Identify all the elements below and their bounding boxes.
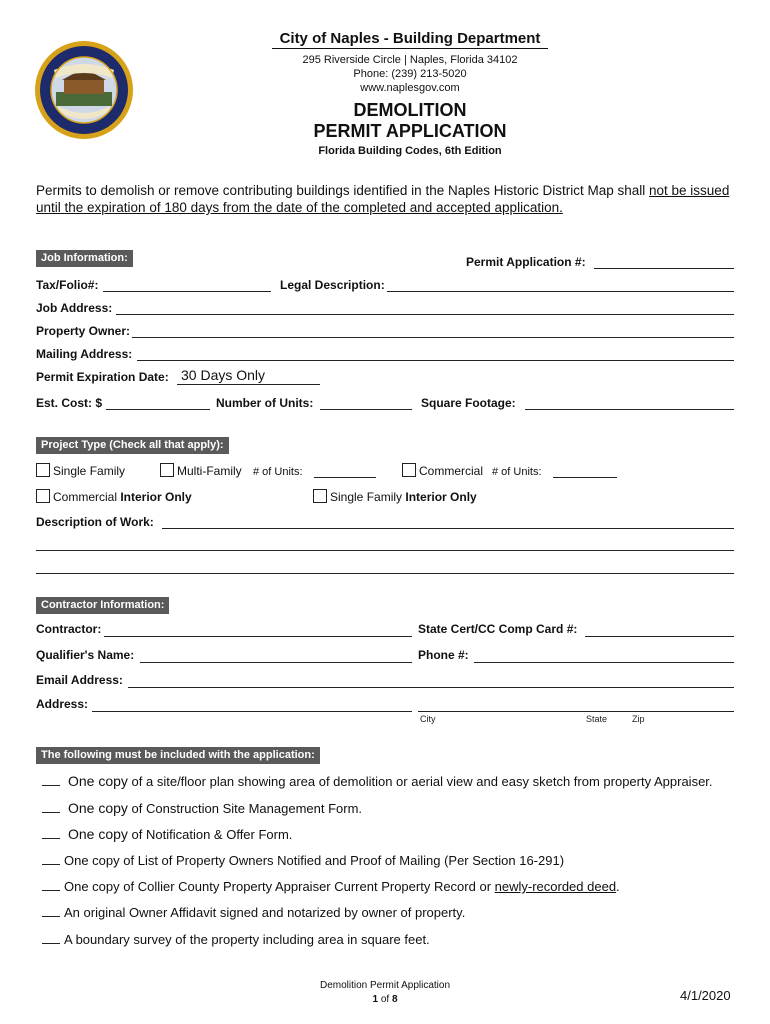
email-address-field[interactable] — [128, 687, 734, 688]
zip-caption: Zip — [632, 714, 645, 724]
contractor-label: Contractor: — [36, 622, 102, 636]
job-information-header: Job Information: — [36, 250, 133, 267]
city-caption: City — [420, 714, 436, 724]
legal-description-field[interactable] — [387, 291, 734, 292]
description-of-work-field[interactable] — [162, 528, 734, 529]
commercial-interior-prefix: Commercial — [53, 490, 121, 504]
single-family-interior-only: Interior Only — [405, 490, 477, 504]
job-address-field[interactable] — [116, 314, 734, 315]
mailing-address-label: Mailing Address: — [36, 347, 133, 361]
multi-family-units-field[interactable] — [314, 477, 376, 478]
contractor-field[interactable] — [104, 636, 412, 637]
expiration-date-value: 30 Days Only — [181, 367, 266, 383]
historic-notice — [36, 182, 736, 216]
commercial-interior-only: Interior Only — [120, 490, 192, 504]
description-line-3[interactable] — [36, 573, 734, 574]
single-family-label: Single Family — [53, 464, 126, 478]
code-edition: Florida Building Codes, 6th Edition — [318, 145, 502, 157]
tax-folio-label: Tax/Folio#: — [36, 278, 99, 292]
department-name: City of Naples - Building Department — [272, 30, 548, 49]
commercial-units-field[interactable] — [553, 477, 617, 478]
requirement-3-text: of Notification & Offer Form. — [127, 827, 293, 842]
requirement-5-checkline[interactable] — [42, 890, 60, 891]
requirement-6 — [42, 905, 465, 920]
commercial-label: Commercial — [419, 464, 484, 478]
commercial-interior-label — [53, 490, 192, 504]
footer-form-name: Demolition Permit Application — [319, 980, 451, 991]
department-phone: Phone: (239) 213-5020 — [353, 68, 467, 80]
permit-application-field[interactable] — [594, 268, 734, 269]
requirement-4 — [42, 853, 564, 868]
mailing-address-field[interactable] — [137, 360, 734, 361]
requirement-5-suffix: . — [616, 879, 620, 894]
phone-label: Phone #: — [418, 648, 469, 662]
requirement-3-checkline[interactable] — [42, 838, 60, 839]
project-type-header: Project Type (Check all that apply): — [36, 437, 229, 454]
est-cost-field[interactable] — [106, 409, 210, 410]
est-cost-label: Est. Cost: $ — [36, 396, 103, 410]
multi-family-units-label: # of Units: — [253, 466, 303, 478]
requirement-2-text: of Construction Site Management Form. — [127, 801, 363, 816]
requirement-5 — [42, 879, 620, 894]
requirement-1-text: of a site/floor plan showing area of demolition or aerial view and easy sketch from property Appraiser. — [127, 774, 713, 789]
legal-description-label: Legal Description: — [280, 278, 385, 292]
single-family-interior-checkbox[interactable] — [313, 489, 327, 503]
contractor-city-state-zip-field[interactable] — [418, 711, 734, 712]
requirement-7-text: A boundary survey of the property including area in square feet. — [64, 932, 430, 947]
property-owner-field[interactable] — [132, 337, 734, 338]
units-field[interactable] — [320, 409, 412, 410]
contractor-address-label: Address: — [36, 697, 89, 711]
requirement-1-prefix: One copy — [68, 773, 128, 789]
multi-family-checkbox[interactable] — [160, 463, 174, 477]
requirement-4-text: One copy of List of Property Owners Notified and Proof of Mailing (Per Section 16-291) — [64, 853, 565, 868]
property-owner-label: Property Owner: — [36, 324, 131, 338]
requirement-2-prefix: One copy — [68, 800, 128, 816]
qualifier-name-label: Qualifier's Name: — [36, 648, 135, 662]
requirement-1-checkline[interactable] — [42, 785, 60, 786]
notice-text-2: until the expiration of 180 days from the date of the completed and accepted application. — [36, 200, 563, 215]
multi-family-label: Multi-Family — [177, 464, 242, 478]
square-footage-label: Square Footage: — [421, 396, 516, 410]
notice-text-1: Permits to demolish or remove contributing buildings identified in the Naples Historic District Map shall — [36, 183, 650, 198]
requirement-6-text: An original Owner Affidavit signed and notarized by owner of property. — [64, 905, 466, 920]
tax-folio-field[interactable] — [103, 291, 271, 292]
contractor-address-field[interactable] — [92, 711, 412, 712]
notice-emphasis: not be issued — [649, 183, 730, 198]
phone-field[interactable] — [474, 662, 734, 663]
commercial-units-label: # of Units: — [492, 466, 542, 478]
requirement-6-checkline[interactable] — [42, 916, 60, 917]
state-caption: State — [586, 714, 608, 724]
page-total: 8 — [391, 994, 398, 1005]
city-seal-logo — [34, 40, 134, 140]
form-title-line1: DEMOLITION — [353, 100, 467, 120]
requirement-7-checkline[interactable] — [42, 943, 60, 944]
single-family-interior-label — [330, 490, 477, 504]
description-of-work-label: Description of Work: — [36, 515, 154, 529]
requirements-header: The following must be included with the application: — [36, 747, 320, 764]
page-current: 1 — [372, 994, 379, 1005]
requirement-2-checkline[interactable] — [42, 812, 60, 813]
email-address-label: Email Address: — [36, 673, 123, 687]
requirement-4-checkline[interactable] — [42, 864, 60, 865]
requirement-1 — [42, 773, 713, 789]
single-family-interior-prefix: Single Family — [330, 490, 406, 504]
requirement-5-text: One copy of Collier County Property Appraiser Current Property Record or — [64, 879, 495, 894]
form-title-line2: PERMIT APPLICATION — [313, 121, 507, 141]
page-of: of — [378, 994, 392, 1005]
footer-date: 4/1/2020 — [680, 988, 731, 1003]
permit-application-label: Permit Application #: — [466, 255, 586, 269]
single-family-checkbox[interactable] — [36, 463, 50, 477]
description-line-2[interactable] — [36, 550, 734, 551]
requirement-3-prefix: One copy — [68, 826, 128, 842]
requirement-2 — [42, 800, 362, 816]
department-website: www.naplesgov.com — [360, 82, 460, 94]
commercial-interior-checkbox[interactable] — [36, 489, 50, 503]
footer-page-number — [285, 994, 485, 1005]
department-address: 295 Riverside Circle | Naples, Florida 34102 — [302, 54, 518, 66]
state-cert-field[interactable] — [585, 636, 734, 637]
requirement-3 — [42, 826, 292, 842]
job-address-label: Job Address: — [36, 301, 113, 315]
expiration-date-field[interactable] — [177, 384, 320, 385]
requirement-7 — [42, 932, 430, 947]
state-cert-label: State Cert/CC Comp Card #: — [418, 622, 578, 636]
qualifier-name-field[interactable] — [140, 662, 412, 663]
expiration-date-label: Permit Expiration Date: — [36, 370, 169, 384]
commercial-checkbox[interactable] — [402, 463, 416, 477]
contractor-information-header: Contractor Information: — [36, 597, 169, 614]
requirement-5-link: newly-recorded deed — [494, 879, 617, 894]
square-footage-field[interactable] — [525, 409, 734, 410]
units-label: Number of Units: — [216, 396, 314, 410]
